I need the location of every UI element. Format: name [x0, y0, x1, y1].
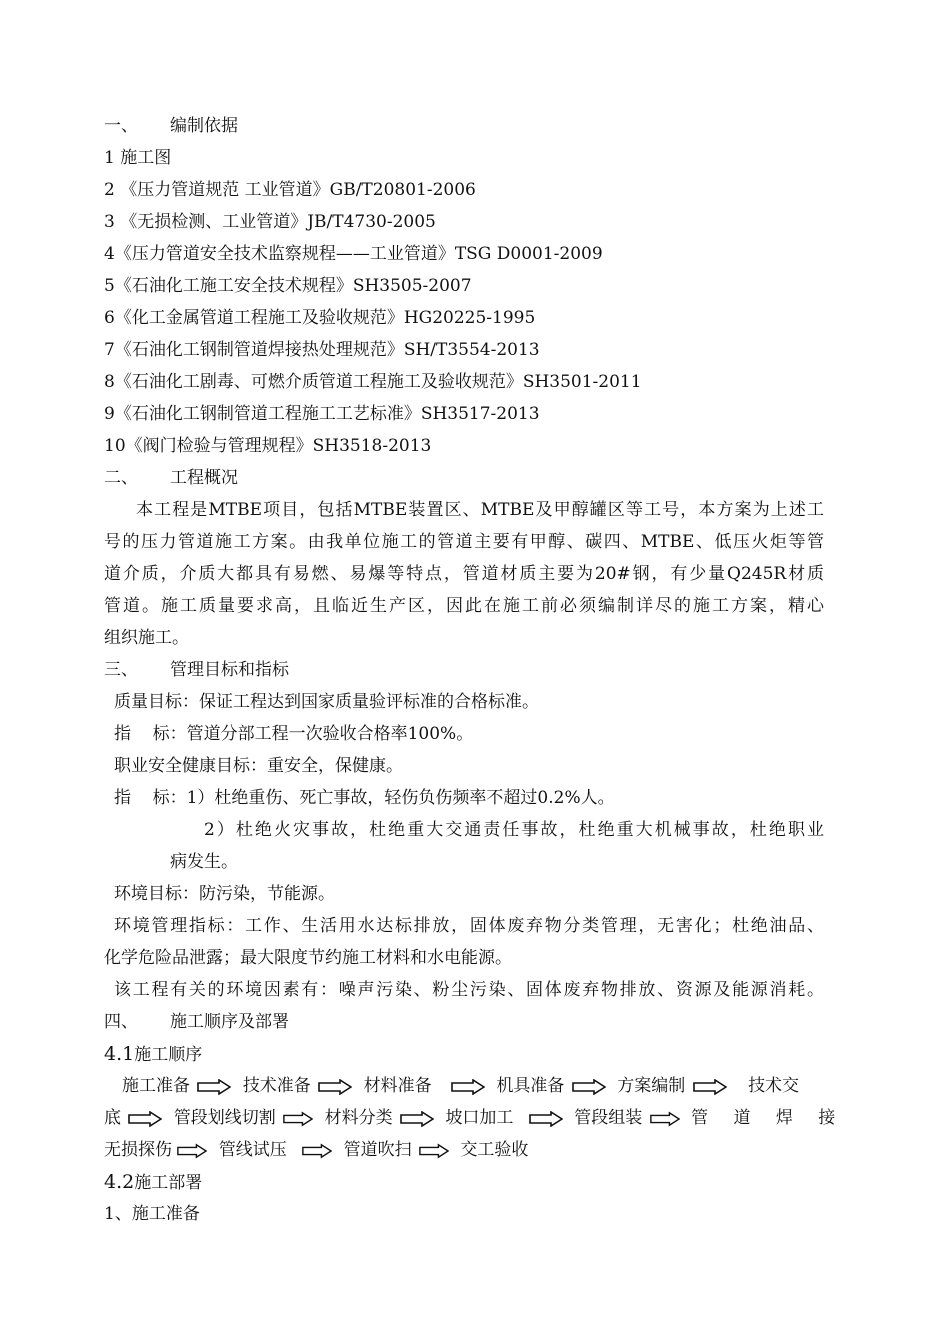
flow-step: 接: [818, 1108, 836, 1128]
section-number: 一、: [104, 116, 138, 136]
overview-line: 管道。施工质量要求高，且临近生产区，因此在施工前必须编制详尽的施工方案，精心: [104, 596, 824, 616]
section-number: 二、: [104, 468, 138, 488]
right-arrow-icon: [318, 1079, 352, 1095]
subsection-number: 4.2: [104, 1171, 135, 1193]
flow-row-2: [104, 1102, 836, 1134]
flow-step: 材料分类: [324, 1108, 393, 1128]
subsection-number: 4.1: [104, 1043, 135, 1065]
right-arrow-icon: [529, 1111, 563, 1127]
flow-step: 管段组装: [574, 1108, 643, 1128]
flow-row-1: [122, 1070, 824, 1102]
flow-step: 管段划线切割: [173, 1108, 276, 1128]
reference-item: 3 《无损检测、工业管道》JB/T4730-2005: [104, 212, 436, 232]
flow-step: 交工验收: [460, 1140, 529, 1160]
quality-indicator: 指 标：管道分部工程一次验收合格率100%。: [114, 724, 474, 744]
right-arrow-icon: [400, 1111, 434, 1127]
flow-step: 底: [104, 1108, 121, 1128]
flow-step: 材料准备: [363, 1076, 432, 1096]
prep-heading: 1、施工准备: [104, 1204, 200, 1224]
subsection-title: 施工顺序: [134, 1045, 203, 1065]
section-title: 工程概况: [170, 468, 238, 488]
flow-step: 施工准备: [122, 1076, 190, 1096]
right-arrow-icon: [572, 1079, 606, 1095]
env-target: 环境目标：防污染，节能源。: [114, 884, 335, 904]
reference-item: 1 施工图: [104, 148, 172, 168]
section-2-heading: [104, 462, 824, 494]
flow-step: 无损探伤: [104, 1140, 172, 1160]
flow-step: 焊: [775, 1108, 793, 1128]
section-3-heading: [104, 654, 824, 686]
env-mgmt-indicator: 环境管理指标：工作、生活用水达标排放，固体废弃物分类管理，无害化；杜绝油品、: [114, 916, 824, 936]
reference-item: 8《石油化工剧毒、可燃介质管道工程施工及验收规范》SH3501-2011: [104, 372, 642, 392]
reference-item: 6《化工金属管道工程施工及验收规范》HG20225-1995: [104, 308, 536, 328]
right-arrow-icon: [419, 1143, 449, 1159]
subsection-4-1-heading: [104, 1038, 824, 1070]
overview-line: 道介质，介质大都具有易燃、易爆等特点，管道材质主要为20#钢，有少量Q245R材质: [104, 564, 824, 584]
section-1-heading: [104, 110, 824, 142]
section-number: 三、: [104, 660, 138, 680]
reference-item: 2 《压力管道规范 工业管道》GB/T20801-2006: [104, 180, 476, 200]
safety-indicator-2: 2）杜绝火灾事故，杜绝重大交通责任事故，杜绝重大机械事故，杜绝职业: [204, 820, 824, 840]
right-arrow-icon: [302, 1143, 332, 1159]
section-title: 管理目标和指标: [170, 660, 289, 680]
reference-item: 5《石油化工施工安全技术规程》SH3505-2007: [104, 276, 472, 296]
flow-step: 技术交: [748, 1076, 800, 1096]
right-arrow-icon: [451, 1079, 485, 1095]
section-4-heading: [104, 1006, 824, 1038]
safety-indicator-1: 指 标：1）杜绝重伤、死亡事故，轻伤负伤频率不超过0.2%人。: [114, 788, 615, 808]
right-arrow-icon: [650, 1111, 680, 1127]
flow-step: 坡口加工: [445, 1108, 514, 1128]
safety-indicator-2-cont: 病发生。: [170, 852, 238, 872]
section-number: 四、: [104, 1012, 138, 1032]
overview-line: 号的压力管道施工方案。由我单位施工的管道主要有甲醇、碳四、MTBE、低压火炬等管: [104, 532, 824, 552]
overview-line: 本工程是MTBE项目，包括MTBE装置区、MTBE及甲醇罐区等工号，本方案为上述工: [136, 500, 824, 520]
flow-row-3: [104, 1134, 824, 1166]
section-title: 编制依据: [170, 116, 238, 136]
flow-step: 方案编制: [617, 1076, 686, 1096]
reference-item: 9《石油化工钢制管道工程施工工艺标准》SH3517-2013: [104, 404, 540, 424]
flow-step: 技术准备: [242, 1076, 311, 1096]
section-title: 施工顺序及部署: [170, 1012, 289, 1032]
env-mgmt-indicator-cont: 化学危险品泄露；最大限度节约施工材料和水电能源。: [104, 948, 512, 968]
safety-target: 职业安全健康目标：重安全，保健康。: [114, 756, 403, 776]
flow-step: 机具准备: [496, 1076, 565, 1096]
right-arrow-icon: [128, 1111, 162, 1127]
env-factors: 该工程有关的环境因素有：噪声污染、粉尘污染、固体废弃物排放、资源及能源消耗。: [114, 980, 824, 1000]
reference-item: 10《阀门检验与管理规程》SH3518-2013: [104, 436, 432, 456]
right-arrow-icon: [693, 1079, 727, 1095]
right-arrow-icon: [177, 1143, 207, 1159]
reference-item: 7《石油化工钢制管道焊接热处理规范》SH/T3554-2013: [104, 340, 540, 360]
quality-target: 质量目标：保证工程达到国家质量验评标准的合格标准。: [114, 692, 539, 712]
flow-step: 管道吹扫: [343, 1140, 412, 1160]
subsection-4-2-heading: [104, 1166, 824, 1198]
right-arrow-icon: [197, 1079, 231, 1095]
reference-item: 4《压力管道安全技术监察规程——工业管道》TSG D0001-2009: [104, 244, 603, 264]
flow-step: 管: [691, 1108, 709, 1128]
overview-line: 组织施工。: [104, 628, 189, 648]
right-arrow-icon: [283, 1111, 313, 1127]
flow-step: 管线试压: [218, 1140, 287, 1160]
flow-step: 道: [733, 1108, 751, 1128]
subsection-title: 施工部署: [134, 1173, 203, 1193]
